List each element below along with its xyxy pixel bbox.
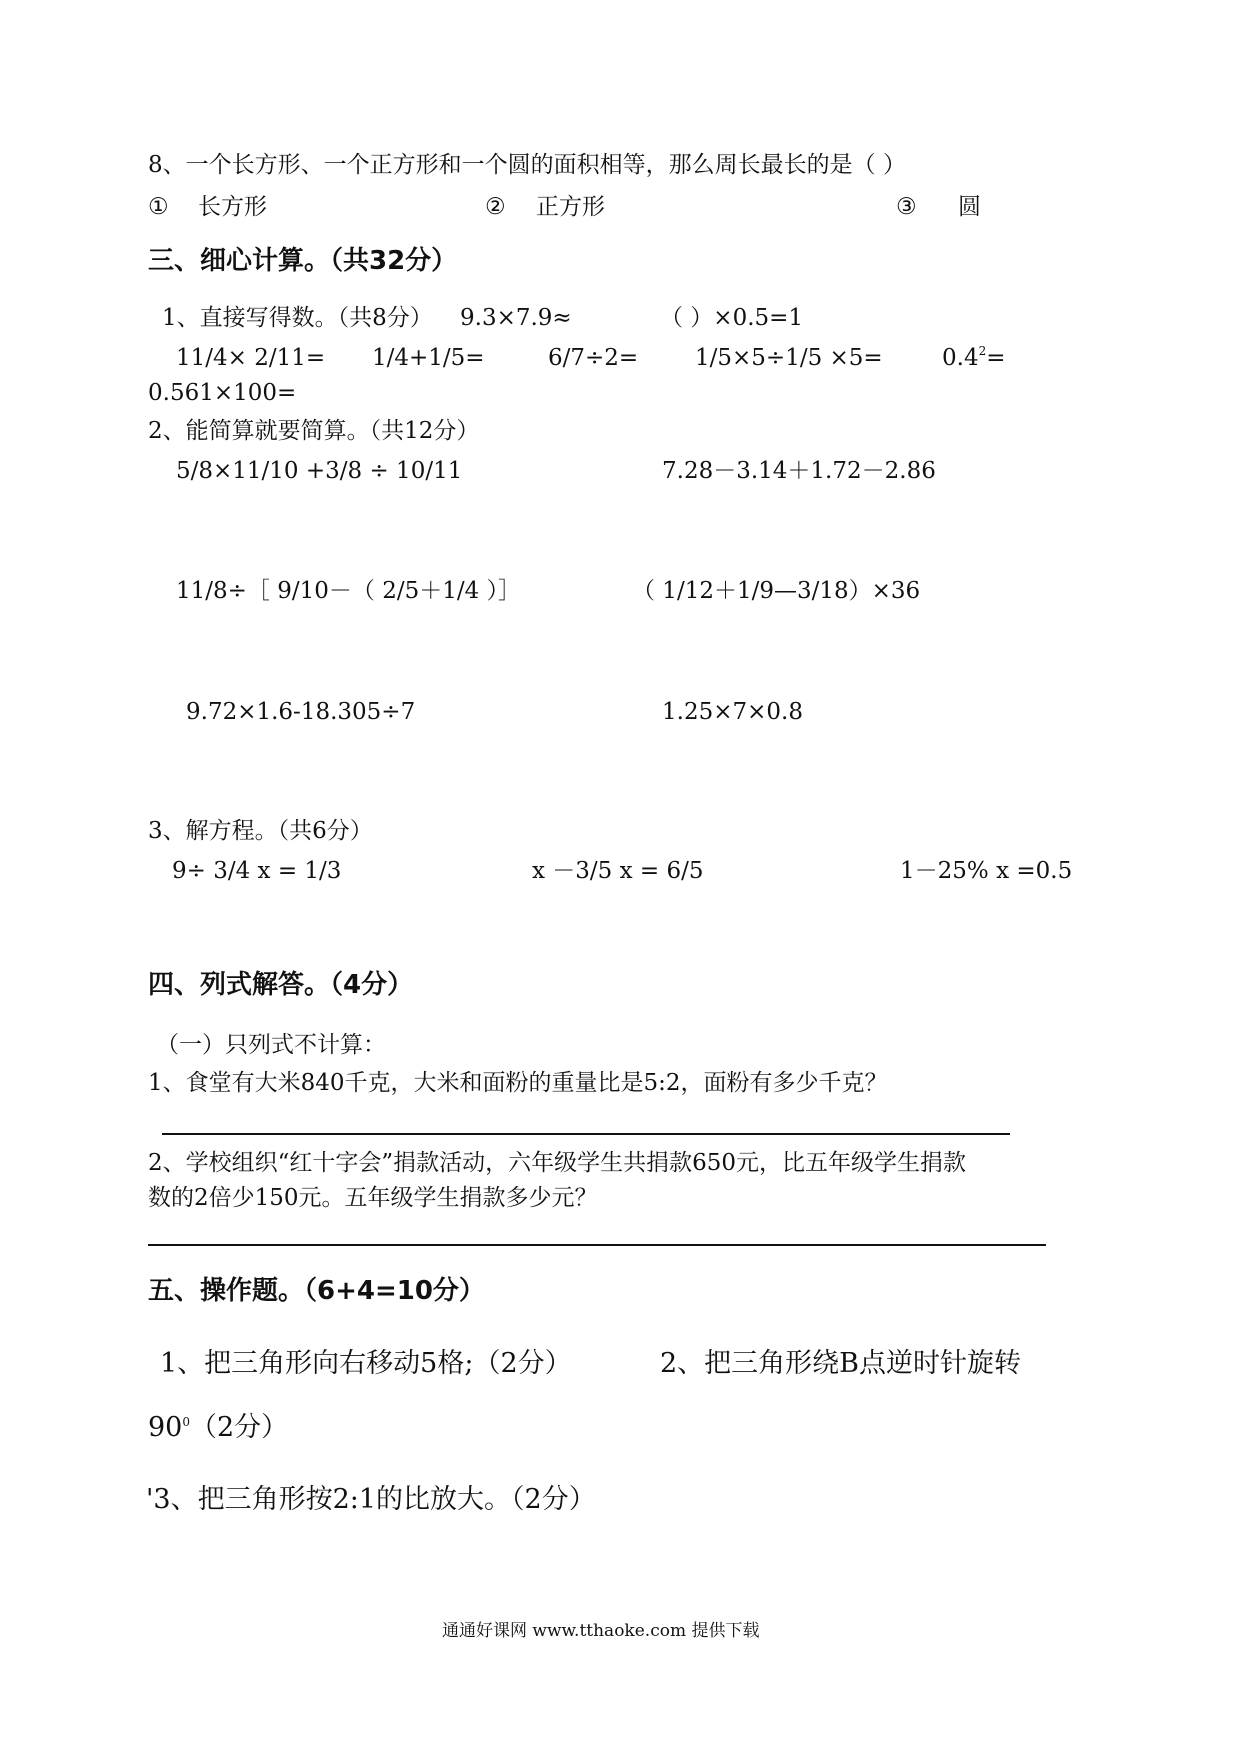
part2-item-5: 9.72×1.6-18.305÷7: [186, 699, 416, 725]
part1-row3: 0.561×100=: [148, 380, 297, 406]
part1-power-item: [942, 343, 1006, 373]
q8-option-3-mark: ③: [896, 194, 917, 220]
section5-q2-cont: [148, 1410, 288, 1446]
part2-item-4: （ 1/12＋1/9—3/18）×36: [632, 578, 921, 604]
part2-item-1: 5/8×11/10 +3/8 ÷ 10/11: [176, 458, 463, 484]
section4-q2-line1: 2、学校组织“红十字会”捐款活动，六年级学生共捐款650元，比五年级学生捐款: [148, 1150, 967, 1176]
part1-row2-item-2: 1/4+1/5=: [372, 345, 485, 371]
answer-line-1: [162, 1133, 1010, 1135]
power-base: 0.4: [942, 345, 979, 371]
part1-row2-item-4: 1/5×5÷1/5 ×5=: [695, 345, 883, 371]
section5-title: 五、操作题。（6+4=10分）: [148, 1276, 485, 1306]
section4-q1: 1、食堂有大米840千克，大米和面粉的重量比是5:2，面粉有多少千克？: [148, 1070, 888, 1096]
power-exponent: 2: [978, 344, 987, 358]
section5-q3: '3、把三角形按2:1的比放大。（2分）: [146, 1484, 596, 1515]
part1-item-b: （ ）×0.5=1: [660, 305, 804, 331]
section4-title: 四、列式解答。（4分）: [148, 970, 414, 1000]
section4-q2-line2: 数的2倍少150元。五年级学生捐款多少元？: [148, 1185, 598, 1211]
part3-item-1: 9÷ 3/4 x = 1/3: [172, 858, 342, 884]
q8-option-1-text: 长方形: [198, 194, 267, 220]
section5-q2: 2、把三角形绕B点逆时针旋转: [660, 1348, 1022, 1379]
q8-option-1-mark: ①: [148, 194, 169, 220]
part2-label: 2、能简算就要简算。（共12分）: [148, 418, 480, 444]
part1-item-a: 9.3×7.9≈: [460, 305, 572, 331]
part1-row2-item-1: 11/4× 2/11=: [176, 345, 326, 371]
section3-title: 三、细心计算。（共32分）: [148, 246, 458, 276]
part2-item-3: 11/8÷［ 9/10－（ 2/5＋1/4 ）］: [176, 578, 522, 604]
section5-q1: 1、把三角形向右移动5格;（2分）: [160, 1348, 572, 1379]
rotation-degrees: 90: [148, 1412, 183, 1443]
rotation-points: （2分）: [190, 1412, 289, 1443]
part3-label: 3、解方程。（共6分）: [148, 818, 373, 844]
degree-mark: 0: [182, 1415, 190, 1429]
q8-option-2-text: 正方形: [536, 194, 605, 220]
part3-item-2: x －3/5 x = 6/5: [532, 858, 704, 884]
part1-label: 1、直接写得数。（共8分）: [162, 305, 433, 331]
footer-text: 通通好课网 www.tthaoke.com 提供下载: [442, 1621, 760, 1641]
q8-option-3-text: 圆: [958, 194, 981, 220]
q8-question: 8、一个长方形、一个正方形和一个圆的面积相等，那么周长最长的是（ ）: [148, 152, 906, 178]
part2-item-2: 7.28－3.14＋1.72－2.86: [662, 458, 936, 484]
part1-row2-item-3: 6/7÷2=: [548, 345, 639, 371]
section4-sub: （一）只列式不计算：: [156, 1032, 386, 1058]
part3-item-3: 1－25% x =0.5: [900, 858, 1073, 884]
part2-item-6: 1.25×7×0.8: [662, 699, 803, 725]
power-tail: =: [986, 345, 1006, 371]
q8-option-2-mark: ②: [485, 194, 506, 220]
answer-line-2: [148, 1244, 1046, 1246]
